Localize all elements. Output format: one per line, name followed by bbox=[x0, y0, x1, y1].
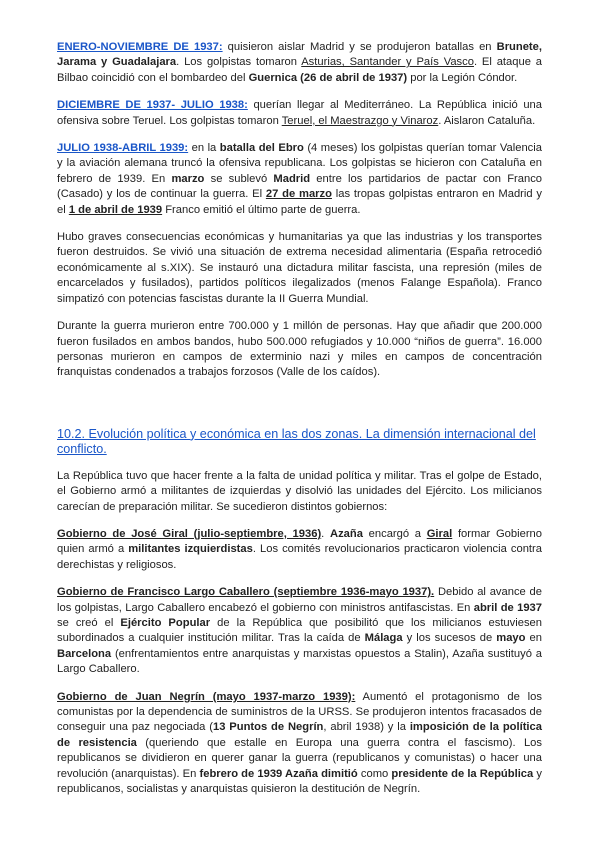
paragraph-1937-1938: DICIEMBRE DE 1937- JULIO 1938: querían llegar al Mediterráneo. La República inició una ofensiva sobre Teruel. Los golpistas tomaron Teruel, el Maestrazgo y Vinaroz. Aislaron Cataluña. bbox=[57, 99, 542, 127]
paragraph-republic-intro: La República tuvo que hacer frente a la falta de unidad política y militar. Tras el golpe de Estado, el Gobierno armó a militantes de izquierdas y disolvió las unidades del Ejército. Los milicianos carecían de preparación militar. Se sucedieron distintos gobiernos: bbox=[57, 469, 542, 513]
paragraph-giral: Gobierno de José Giral (julio-septiembre, 1936). Azaña encargó a Giral formar Gobierno quien armó a militantes izquierdistas. Los comités revolucionarios practicaron violencia contra derechistas y religiosos. bbox=[57, 527, 542, 571]
paragraph-1937: ENERO-NOVIEMBRE DE 1937: quisieron aislar Madrid y se produjeron batallas en Brunete, Jarama y Guadalajara. Los golpistas tomaron Asturias, Santander y País Vasco. El ataque a Bilbao coincidió con el bombardeo del Guernica (26 de abril de 1937) por la Legión Cóndor. bbox=[57, 41, 542, 84]
giral-government-heading: Gobierno de José Giral (julio-septiembre, 1936) bbox=[57, 527, 322, 540]
paragraph-largo-caballero: Gobierno de Francisco Largo Caballero (septiembre 1936-mayo 1937). Debido al avance de los golpistas, Largo Caballero encabezó el gobierno con ministros antifascistas. En abril de 1937 se creó el Ejército Popular de la República que posibilitó que los milicianos estuviesen subordinados a cualquier institución militar. Tras la caída de Málaga y los sucesos de mayo en Barcelona (enfrentamientos entre anarquistas y marxistas opuestos a Stalin), Azaña sustituyó a Largo Caballero. bbox=[57, 586, 543, 676]
paragraph-consequences: Hubo graves consecuencias económicas y humanitarias ya que las industrias y los transportes fueron destruidos. Se vivió una situación de extrema necesidad alimentaria (España retrocedió económicamente al s.XIX). Se instauró una dictadura militar fascista, una represión (miles de encarcelados y fusilados), partidos políticos ilegalizados (menos Falange Española). Franco simpatizó con potencias fascistas durante la II Guerra Mundial. bbox=[57, 231, 542, 305]
section-heading: 10.2. Evolución política y económica en las dos zonas. La dimensión internacional del conflicto. bbox=[57, 426, 536, 456]
negrin-government-heading: Gobierno de Juan Negrín (mayo 1937-marzo 1939): bbox=[57, 690, 356, 703]
period-heading-1939: JULIO 1938-ABRIL 1939: bbox=[57, 142, 189, 155]
paragraph-1938-1939: JULIO 1938-ABRIL 1939: en la batalla del Ebro (4 meses) los golpistas querían tomar Valencia y la aviación alemana truncó la ofensiva republicana. Los golpistas se hicieron con Cataluña en febrero de 1939. En marzo se sublevó Madrid entre los partidarios de pactar con Franco (Casado) y los de continuar la guerra. El 27 de marzo las tropas golpistas entraron en Madrid y el 1 de abril de 1939 Franco emitió el último parte de guerra. bbox=[57, 142, 543, 216]
paragraph-negrin: Gobierno de Juan Negrín (mayo 1937-marzo 1939): Aumentó el protagonismo de los comunistas por la dependencia de suministros de la URSS. Se produjeron intentos fracasados de conseguir una paz negociada (13 Puntos de Negrín, abril 1938) y la imposición de la política de resistencia (queriendo que estalle en Europa una guerra contra el fascismo). Los republicanos se dividieron en querer ganar la guerra (republicanos y comunistas) o hacer una revolución (anarquistas). En febrero de 1939 Azaña dimitió como presidente de la República y republicanos, socialistas y anarquistas quisieron la destitución de Negrín. bbox=[57, 690, 543, 796]
period-heading-1938: DICIEMBRE DE 1937- JULIO 1938: bbox=[57, 99, 248, 112]
period-heading-1937: ENERO-NOVIEMBRE DE 1937: bbox=[57, 41, 223, 53]
document-page bbox=[57, 40, 542, 809]
largo-caballero-government-heading: Gobierno de Francisco Largo Caballero (septiembre 1936-mayo 1937). bbox=[57, 586, 435, 599]
paragraph-deaths: Durante la guerra murieron entre 700.000 y 1 millón de personas. Hay que añadir que 200.000 fueron fusilados en ambos bandos, hubo 500.000 refugiados y 10.000 “niños de guerra”. 16.000 personas murieron en campos de exterminio nazi y miles en campos de concentración franquistas condenados a trabajos forzosos (Valle de los caídos). bbox=[57, 320, 542, 379]
